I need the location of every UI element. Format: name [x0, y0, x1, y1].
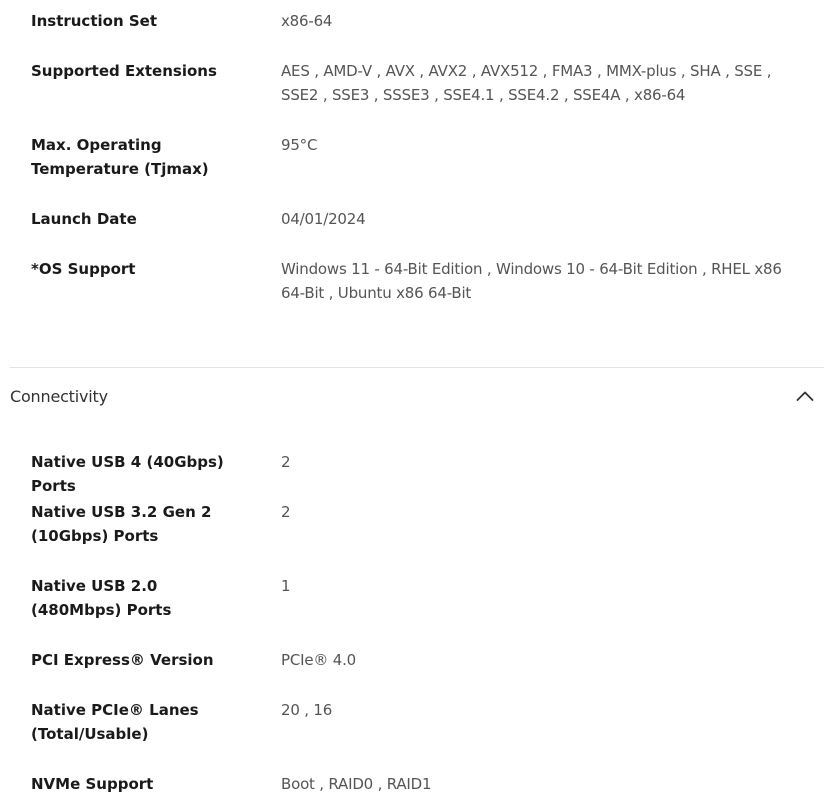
spec-value: PCIe® 4.0: [281, 651, 356, 669]
spec-label: Instruction Set: [31, 12, 157, 30]
spec-row-usb20-ports: [31, 574, 796, 622]
spec-value: Windows 11 - 64-Bit Edition , Windows 10 - 64-Bit Edition , RHEL x86 64-Bit , Ubuntu x86 64-Bit: [281, 260, 782, 302]
spec-value: 20 , 16: [281, 701, 333, 719]
spec-value: Boot , RAID0 , RAID1: [281, 775, 432, 793]
section-title: Connectivity: [10, 386, 108, 406]
spec-row-supported-extensions: [31, 59, 796, 107]
spec-label: NVMe Support: [31, 775, 154, 793]
spec-value: 1: [281, 577, 291, 595]
spec-label: Native USB 3.2 Gen 2 (10Gbps) Ports: [31, 503, 212, 545]
spec-row-max-temperature: [31, 133, 796, 181]
chevron-up-icon[interactable]: [796, 390, 814, 402]
spec-row-launch-date: [31, 207, 796, 231]
spec-value: x86-64: [281, 12, 333, 30]
spec-label: PCI Express® Version: [31, 651, 214, 669]
connectivity-section-toggle[interactable]: [10, 384, 814, 408]
spec-row-usb32-ports: [31, 500, 796, 548]
spec-row-nvme-support: [31, 772, 796, 796]
spec-label: Max. Operating Temperature (Tjmax): [31, 136, 209, 178]
section-divider: [10, 367, 824, 368]
spec-label: Native PCIe® Lanes (Total/Usable): [31, 701, 199, 743]
spec-row-pcie-lanes: [31, 698, 796, 746]
spec-label: Supported Extensions: [31, 62, 217, 80]
spec-row-pcie-version: [31, 648, 796, 672]
spec-row-usb4-ports: [31, 450, 796, 498]
spec-label: *OS Support: [31, 260, 136, 278]
spec-label: Launch Date: [31, 210, 137, 228]
spec-value: 04/01/2024: [281, 210, 366, 228]
spec-value: 2: [281, 453, 291, 471]
spec-row-os-support: [31, 257, 796, 305]
spec-label: Native USB 2.0 (480Mbps) Ports: [31, 577, 172, 619]
spec-value: 2: [281, 503, 291, 521]
spec-value: 95°C: [281, 136, 318, 154]
spec-row-instruction-set: [31, 9, 796, 33]
spec-value: AES , AMD-V , AVX , AVX2 , AVX512 , FMA3 , MMX-plus , SHA , SSE , SSE2 , SSE3 , SSSE3 , SSE4.1 , SSE4.2 , SSE4A , x86-64: [281, 62, 772, 104]
spec-label: Native USB 4 (40Gbps) Ports: [31, 453, 224, 495]
